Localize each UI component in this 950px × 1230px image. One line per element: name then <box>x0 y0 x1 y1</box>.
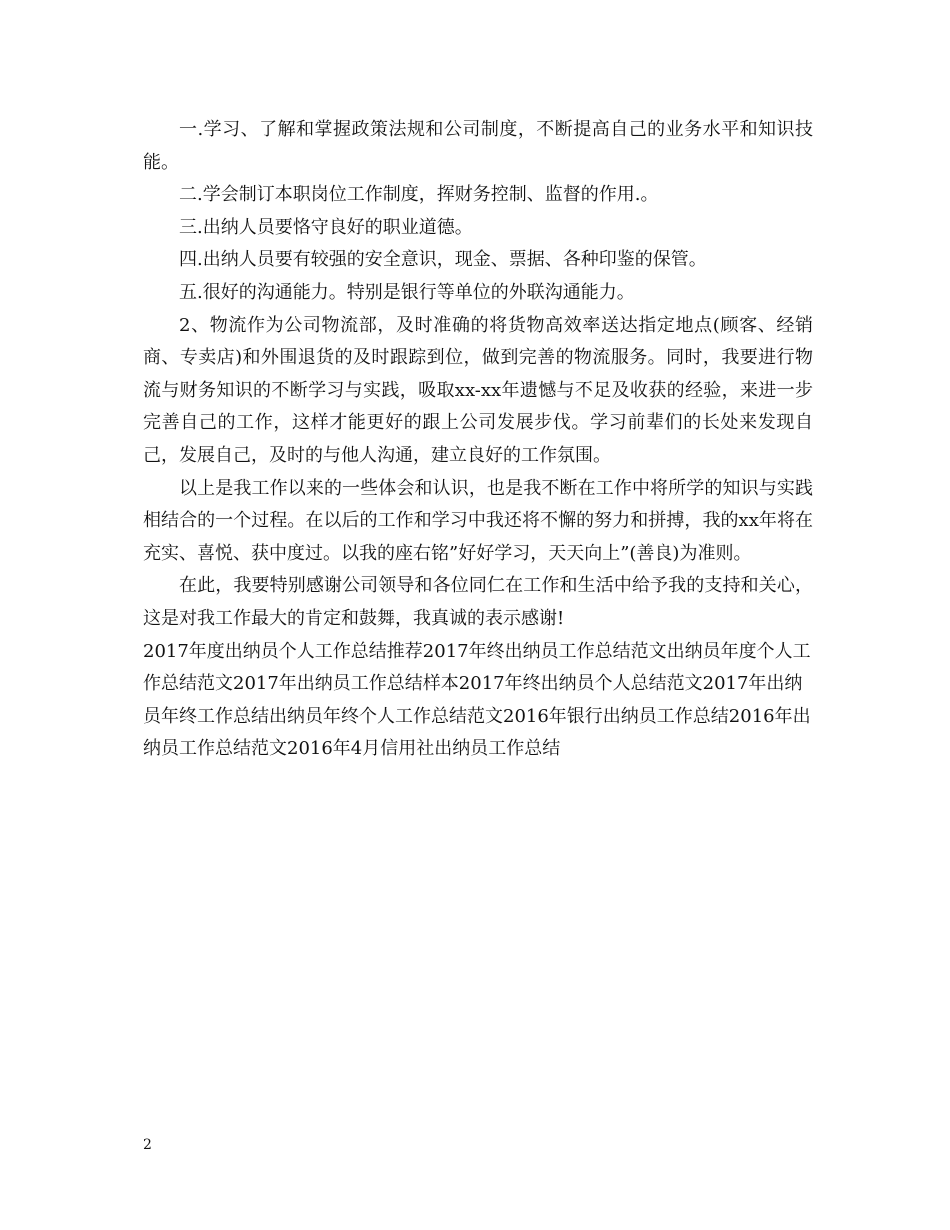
paragraph-item-five: 五.很好的沟通能力。特别是银行等单位的外联沟通能力。 <box>179 281 635 303</box>
paragraph-summary: 以上是我工作以来的一些体会和认识，也是我不断在工作中将所学的知识与实践相结合的一个过程。在以后的工作和学习中我还将不懈的努力和拼搏，我的xx年将在充实、喜悦、获中度过。以我的座右铭”好好学习，天天向上”(善良)为准则。 <box>143 477 813 564</box>
paragraph-logistics: 2、物流作为公司物流部，及时准确的将货物高效率送达指定地点(顾客、经销商、专卖店)和外围退货的及时跟踪到位，做到完善的物流服务。同时，我要进行物流与财务知识的不断学习与实践，吸取xx-xx年遗憾与不足及收获的经验，来进一步完善自己的工作，这样才能更好的跟上公司发展步伐。学习前辈们的长处来发现自己，发展自己，及时的与他人沟通，建立良好的工作氛围。 <box>143 314 813 466</box>
related-articles-text: 2017年度出纳员个人工作总结推荐2017年终出纳员工作总结范文出纳员年度个人工作总结范文2017年出纳员工作总结样本2017年终出纳员个人总结范文2017年出纳员年终工作总结出纳员年终个人工作总结范文2016年银行出纳员工作总结2016年出纳员工作总结范文2016年4月信用社出纳员工作总结 <box>143 640 811 760</box>
page-number: 2 <box>143 1137 152 1153</box>
paragraph-item-four: 四.出纳人员要有较强的安全意识，现金、票据、各种印鉴的保管。 <box>179 249 707 271</box>
paragraph-item-one: 一.学习、了解和掌握政策法规和公司制度，不断提高自己的业务水平和知识技能。 <box>143 119 813 173</box>
paragraph-item-two: 二.学会制订本职岗位工作制度，挥财务控制、监督的作用.。 <box>179 184 659 206</box>
document-body <box>143 114 813 766</box>
paragraph-thanks: 在此，我要特别感谢公司领导和各位同仁在工作和生活中给予我的支持和关心，这是对我工作最大的肯定和鼓舞，我真诚的表示感谢! <box>143 575 813 629</box>
paragraph-item-three: 三.出纳人员要恪守良好的职业道德。 <box>179 216 473 238</box>
